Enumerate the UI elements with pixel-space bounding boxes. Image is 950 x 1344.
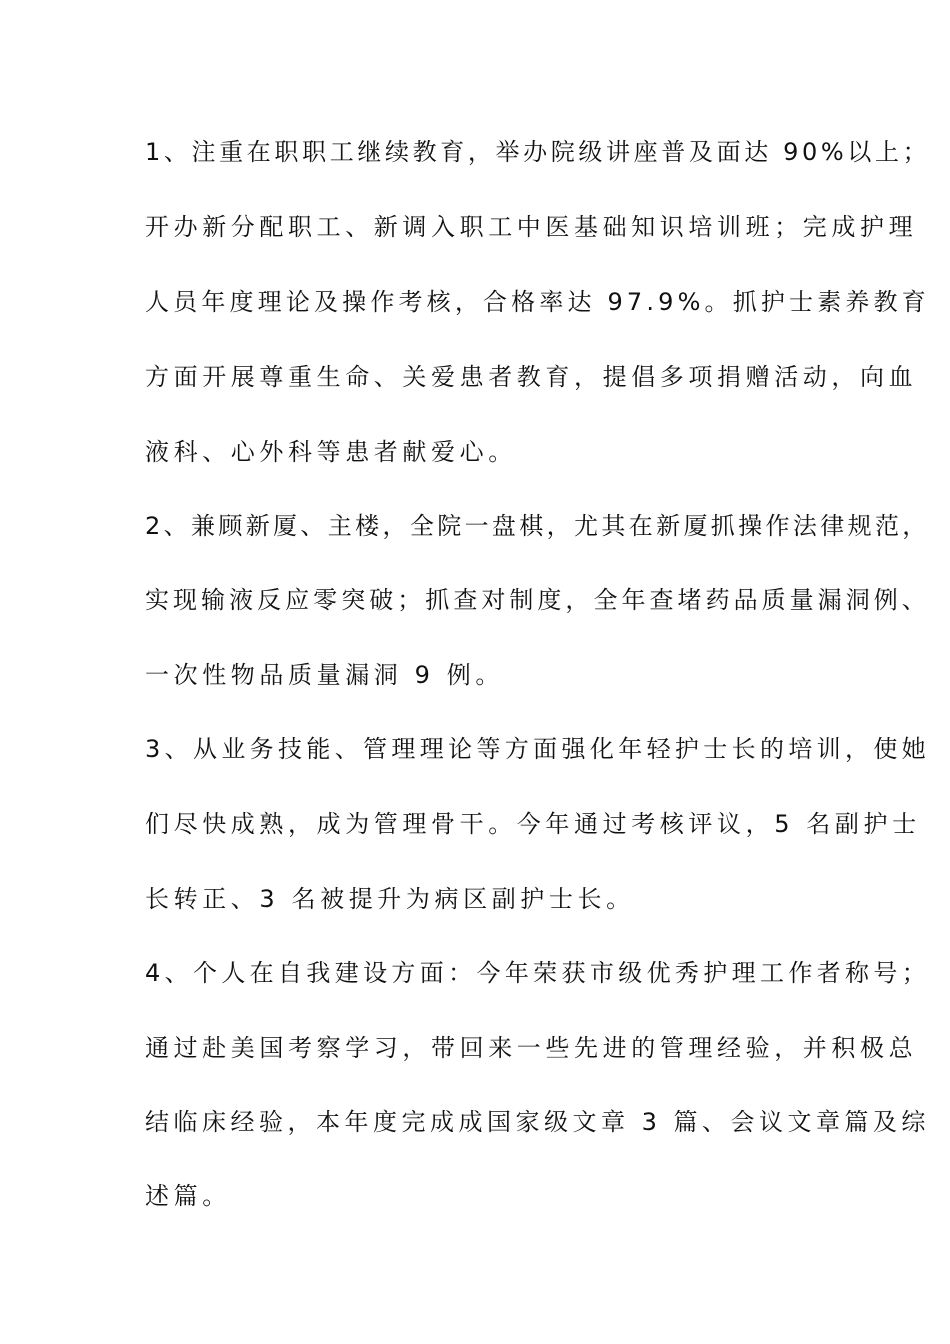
text-line: 方面开展尊重生命、关爱患者教育，提倡多项捐赠活动，向血 <box>145 363 918 391</box>
text-line: 通过赴美国考察学习，带回来一些先进的管理经验，并积极总 <box>145 1034 918 1062</box>
text-line: 述篇。 <box>145 1182 231 1210</box>
text-line: 4、个人在自我建设方面：今年荣获市级优秀护理工作者称号； <box>145 959 931 987</box>
text-line: 3、从业务技能、管理理论等方面强化年轻护士长的培训，使她 <box>145 735 931 763</box>
text-line: 2、兼顾新厦、主楼，全院一盘棋，尤其在新厦抓操作法律规范， <box>145 512 930 540</box>
text-line: 长转正、3 名被提升为病区副护士长。 <box>145 885 635 913</box>
text-line: 一次性物品质量漏洞 9 例。 <box>145 661 504 689</box>
text-line: 液科、心外科等患者献爱心。 <box>145 438 517 466</box>
text-line: 人员年度理论及操作考核，合格率达 97.9%。抓护士素养教育 <box>145 288 930 316</box>
text-line: 实现输液反应零突破；抓查对制度，全年查堵药品质量漏洞例、 <box>145 586 930 614</box>
text-line: 们尽快成熟，成为管理骨干。今年通过考核评议，5 名副护士 <box>145 810 921 838</box>
text-line: 1、注重在职职工继续教育，举办院级讲座普及面达 90%以上； <box>145 138 931 166</box>
text-line: 结临床经验，本年度完成成国家级文章 3 篇、会议文章篇及综 <box>145 1108 930 1136</box>
text-line: 开办新分配职工、新调入职工中医基础知识培训班；完成护理 <box>145 213 918 241</box>
